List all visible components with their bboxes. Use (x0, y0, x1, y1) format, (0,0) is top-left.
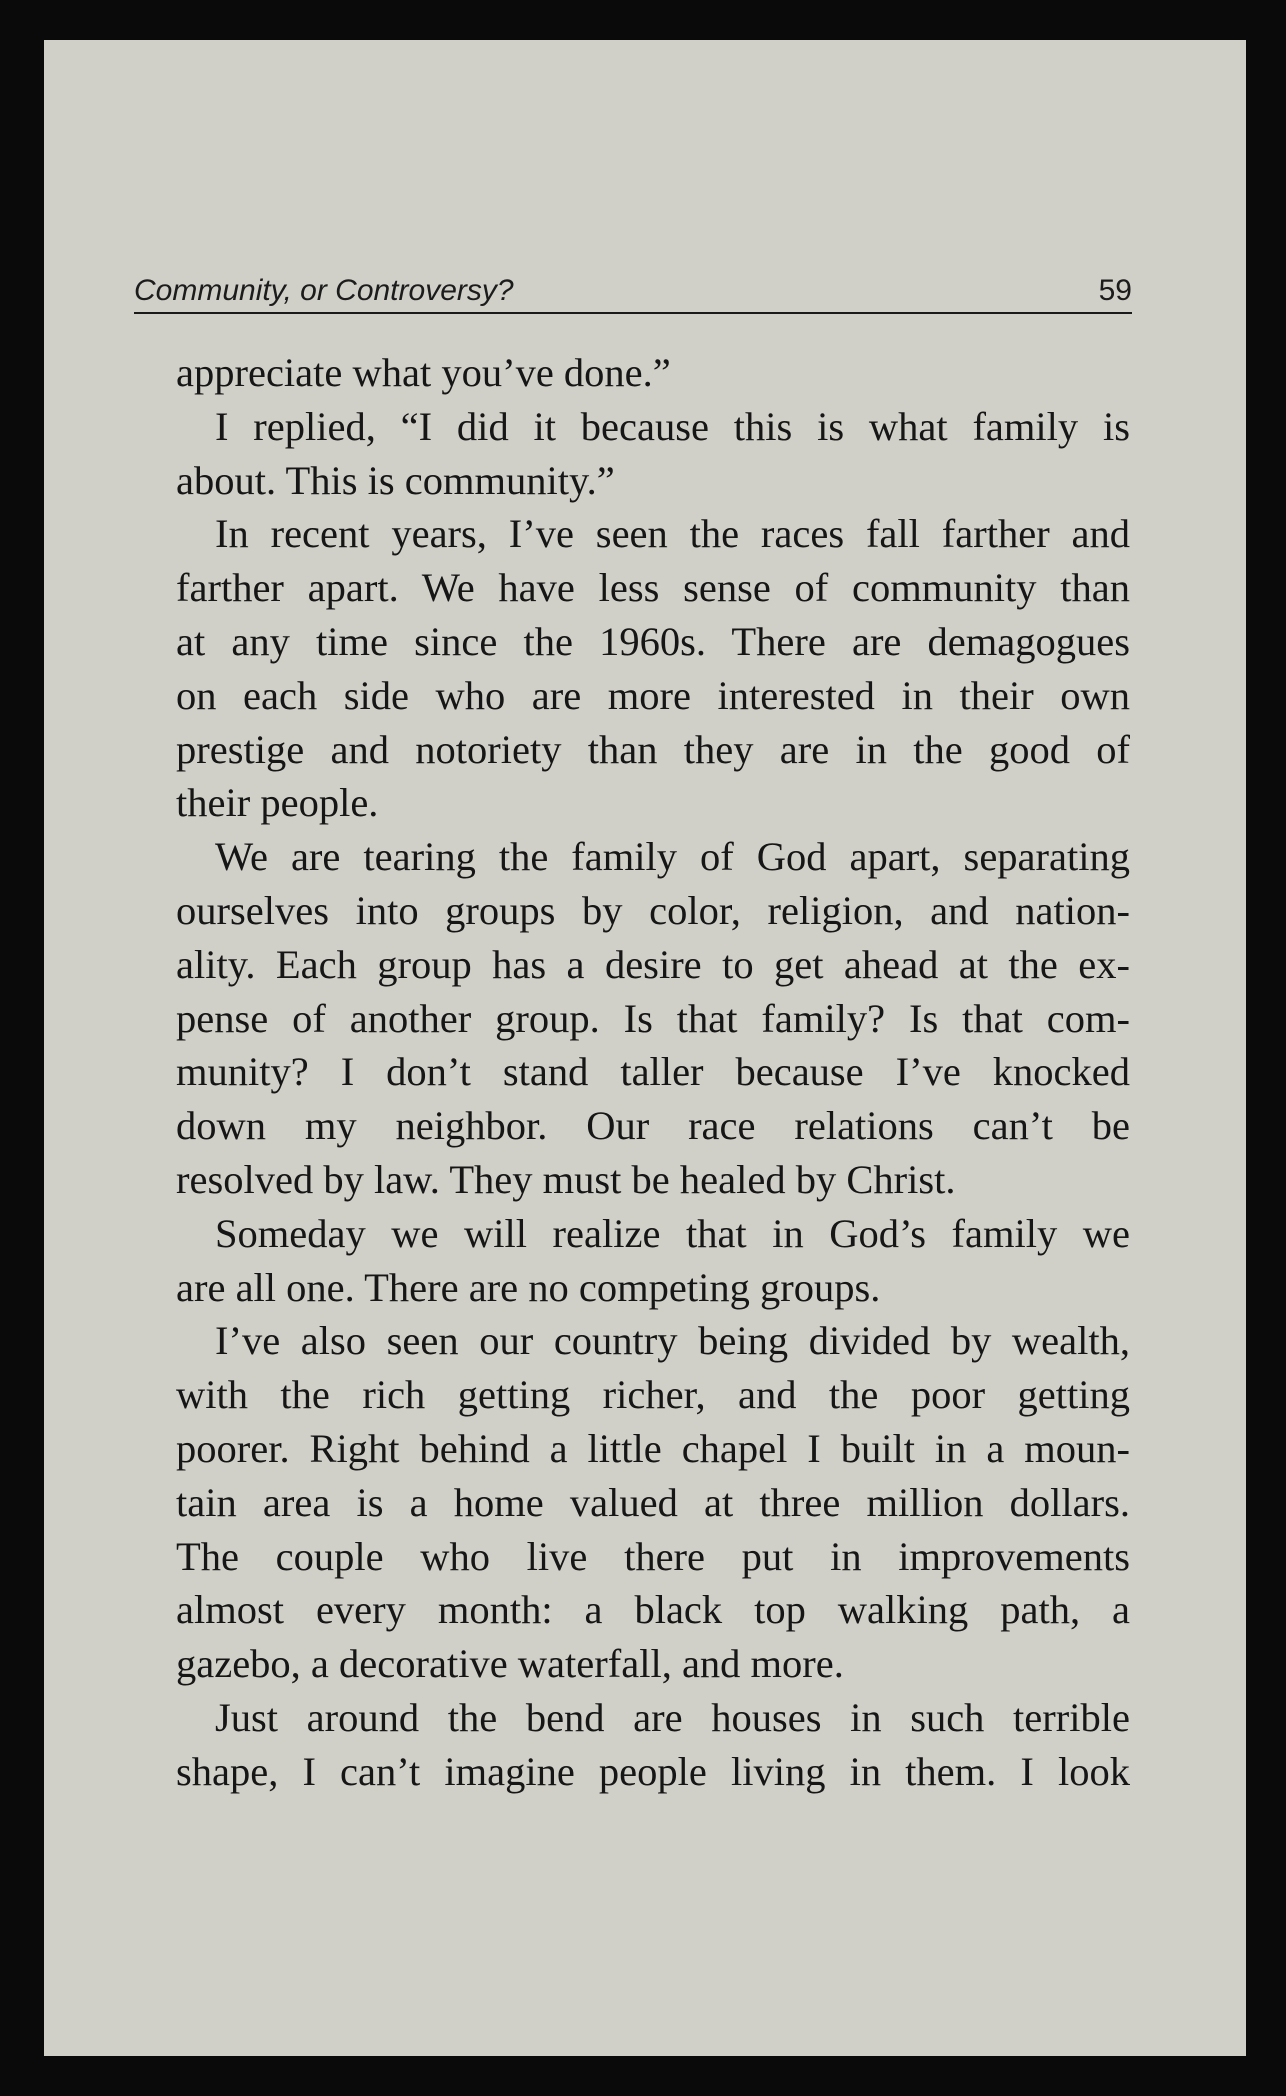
page-number: 59 (1098, 274, 1132, 307)
text-line: are all one. There are no competing groups. (176, 1264, 881, 1310)
text-line: ality. Each group has a desire to get ahead at the ex- (176, 941, 1130, 987)
running-head-title: Community, or Controversy? (134, 274, 514, 307)
text-line: their people. (176, 780, 379, 826)
text-line: I’ve also seen our country being divided by wealth, (215, 1318, 1130, 1364)
text-line: farther apart. We have less sense of community than (176, 565, 1130, 611)
text-line: tain area is a home valued at three million dollars. (176, 1479, 1130, 1525)
text-line: down my neighbor. Our race relations can’t be (176, 1103, 1130, 1149)
text-line: with the rich getting richer, and the poor getting (176, 1372, 1130, 1418)
text-line: about. This is community.” (176, 457, 615, 503)
text-line: appreciate what you’ve done.” (176, 350, 671, 395)
text-line: Just around the bend are houses in such terrible (215, 1694, 1130, 1740)
text-line: almost every month: a black top walking path, a (176, 1587, 1130, 1633)
text-line: The couple who live there put in improvements (176, 1533, 1130, 1579)
text-line: I replied, “I did it because this is what family is (215, 403, 1130, 449)
text-line: shape, I can’t imagine people living in them. I look (176, 1748, 1130, 1794)
text-line: ourselves into groups by color, religion, and nation- (176, 887, 1130, 933)
text-line: resolved by law. They must be healed by Christ. (176, 1156, 956, 1202)
text-line: munity? I don’t stand taller because I’ve knocked (176, 1049, 1130, 1095)
text-line: gazebo, a decorative waterfall, and more. (176, 1641, 844, 1687)
text-line: pense of another group. Is that family? Is that com- (176, 995, 1130, 1041)
text-line: We are tearing the family of God apart, separating (215, 834, 1130, 880)
text-line: Someday we will realize that in God’s family we (215, 1210, 1130, 1256)
text-line: prestige and notoriety than they are in the good of (176, 726, 1130, 772)
text-line: on each side who are more interested in their own (176, 672, 1130, 718)
running-header (134, 268, 1132, 314)
text-line: In recent years, I’ve seen the races fall farther and (215, 511, 1130, 557)
text-line: poorer. Right behind a little chapel I built in a moun- (176, 1425, 1130, 1471)
text-line: at any time since the 1960s. There are demagogues (176, 618, 1130, 664)
body-text (176, 346, 1130, 1799)
